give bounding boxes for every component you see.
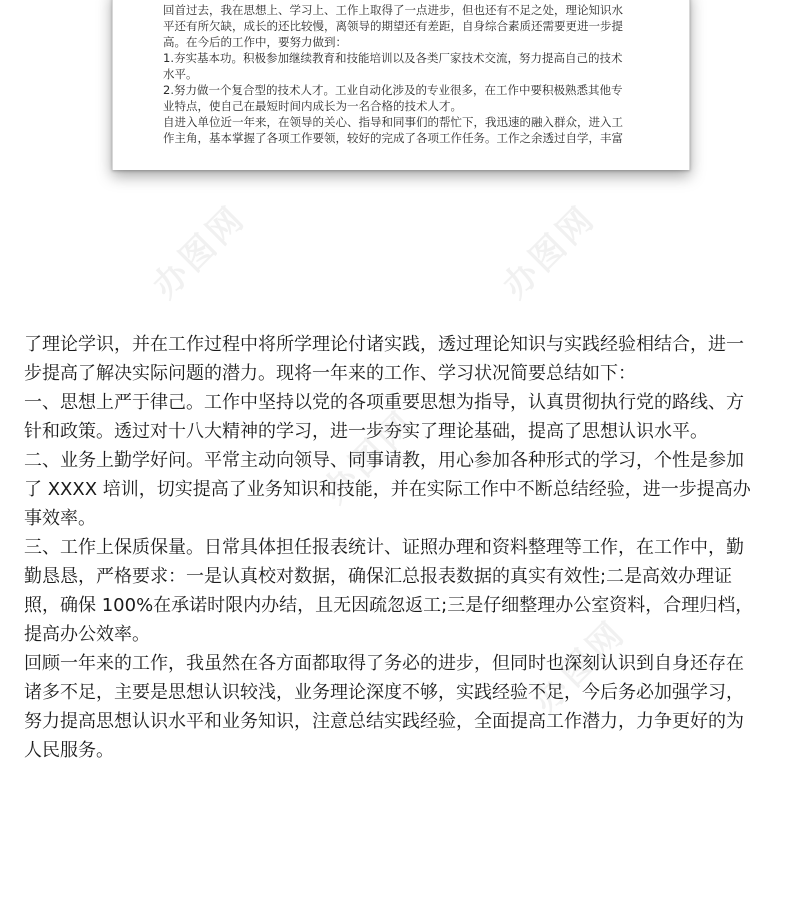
body-line: 一、思想上严于律己。工作中坚持以党的各项重要思想为指导，认真贯彻执行党的路线、方 bbox=[24, 392, 744, 413]
watermark: 办图网 bbox=[315, 402, 424, 512]
watermark: 办图网 bbox=[525, 612, 634, 722]
card-line: 业特点，使自己在最短时间内成长为一名合格的技术人才。 bbox=[163, 99, 462, 113]
body-line: 回顾一年来的工作，我虽然在各方面都取得了务必的进步，但同时也深刻认识到自身还存在 bbox=[24, 653, 744, 674]
body-line: 诸多不足，主要是思想认识较浅，业务理论深度不够，实践经验不足，今后务必加强学习， bbox=[24, 682, 744, 703]
card-line: 平还有所欠缺，成长的还比较慢，离领导的期望还有差距，自身综合素质还需要更进一步提 bbox=[163, 19, 623, 33]
watermark: 办图网 bbox=[495, 197, 604, 307]
body-line: 二、业务上勤学好问。平常主动向领导、同事请教，用心参加各种形式的学习，个性是参加 bbox=[24, 450, 744, 471]
card-line: 作主角，基本掌握了各项工作要领，较好的完成了各项工作任务。工作之余透过自学，丰富 bbox=[163, 131, 623, 145]
body-line: 照，确保 100%在承诺时限内办结，且无因疏忽返工;三是仔细整理办公室资料，合理归档， bbox=[24, 595, 754, 616]
card-line: 水平。 bbox=[163, 67, 198, 81]
body-line: 针和政策。透过对十八大精神的学习，进一步夯实了理论基础，提高了思想认识水平。 bbox=[24, 421, 708, 442]
document-preview-text bbox=[163, 0, 643, 146]
card-line: 回首过去，我在思想上、学习上、工作上取得了一点进步，但也还有不足之处，理论知识水 bbox=[163, 3, 623, 17]
document-preview-card bbox=[112, 0, 690, 170]
body-line: 努力提高思想认识水平和业务知识，注意总结实践经验，全面提高工作潜力，力争更好的为 bbox=[24, 711, 744, 732]
body-line: 提高办公效率。 bbox=[24, 624, 150, 645]
body-line: 了理论学识，并在工作过程中将所学理论付诸实践，透过理论知识与实践经验相结合，进一 bbox=[24, 334, 744, 355]
watermark: 办图网 bbox=[145, 197, 254, 307]
card-line: 自进入单位近一年来，在领导的关心、指导和同事们的帮忙下，我迅速的融入群众，进入工 bbox=[163, 115, 623, 129]
body-line: 三、工作上保质保量。日常具体担任报表统计、证照办理和资料整理等工作，在工作中，勤 bbox=[24, 537, 744, 558]
body-line: 了 XXXX 培训，切实提高了业务知识和技能，并在实际工作中不断总结经验，进一步提高办 bbox=[24, 479, 751, 500]
body-line: 步提高了解决实际问题的潜力。现将一年来的工作、学习状况简要总结如下： bbox=[24, 363, 636, 384]
card-line: 1.夯实基本功。积极参加继续教育和技能培训以及各类厂家技术交流，努力提高自己的技术 bbox=[163, 51, 623, 65]
card-line: 高。在今后的工作中，要努力做到： bbox=[163, 35, 347, 49]
card-line: 2.努力做一个复合型的技术人才。工业自动化涉及的专业很多，在工作中要积极熟悉其他专 bbox=[163, 83, 623, 97]
body-line: 事效率。 bbox=[24, 508, 96, 529]
document-body bbox=[24, 330, 780, 765]
body-line: 人民服务。 bbox=[24, 740, 114, 761]
body-line: 勤恳恳，严格要求：一是认真校对数据，确保汇总报表数据的真实有效性;二是高效办理证 bbox=[24, 566, 733, 587]
